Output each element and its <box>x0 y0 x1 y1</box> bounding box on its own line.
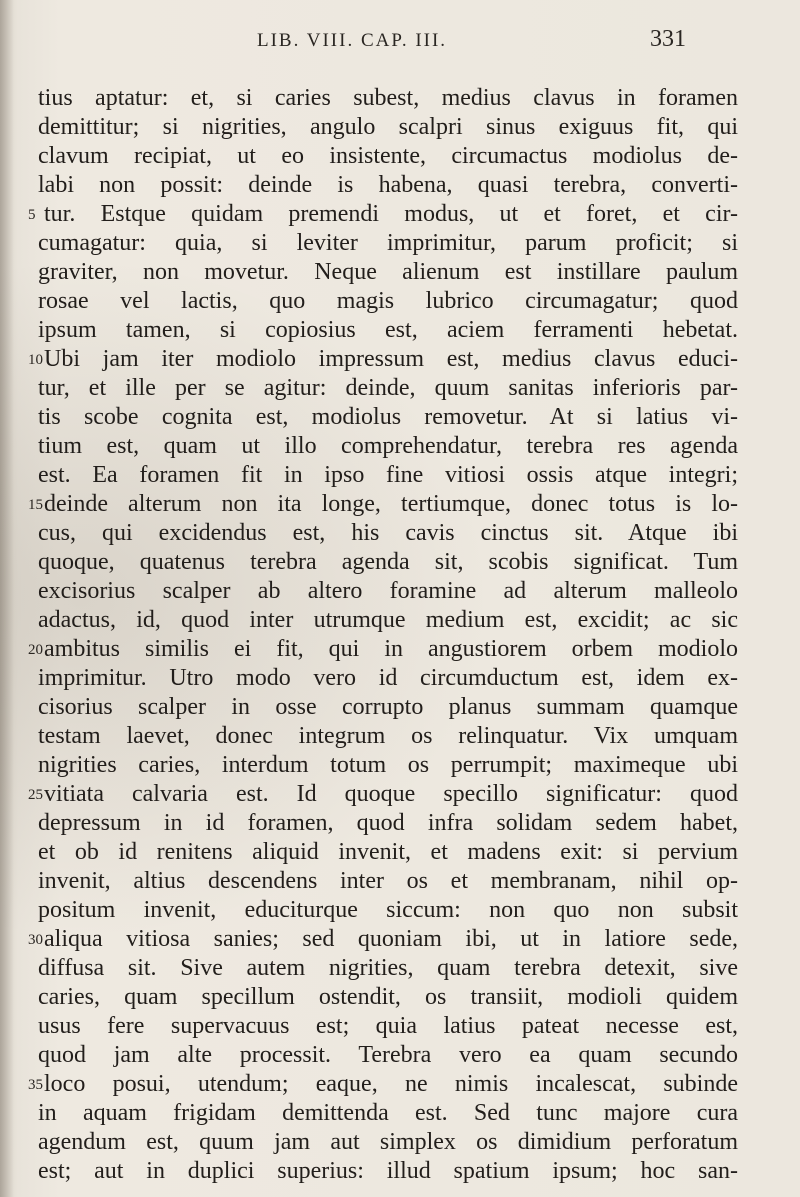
line-text: demittitur; si nigrities, angulo scalpri sinus exiguus fit, qui <box>38 114 738 140</box>
text-line <box>38 838 738 867</box>
text-line <box>28 490 738 519</box>
line-text: cisorius scalper in osse corrupto planus summam quamque <box>38 694 738 720</box>
text-line <box>38 142 738 171</box>
body-text <box>28 84 738 1186</box>
text-line <box>38 432 738 461</box>
text-line <box>38 1099 738 1128</box>
text-line <box>38 693 738 722</box>
line-number: 10 <box>28 352 43 368</box>
line-number: 20 <box>28 642 43 658</box>
line-text: deinde alterum non ita longe, tertiumque, donec totus is lo- <box>44 491 738 517</box>
text-line <box>28 1070 738 1099</box>
text-line <box>38 374 738 403</box>
text-line <box>38 1041 738 1070</box>
line-text: labi non possit: deinde is habena, quasi terebra, converti- <box>38 172 738 198</box>
line-text: quod jam alte processit. Terebra vero ea quam secundo <box>38 1042 738 1068</box>
text-line <box>38 954 738 983</box>
line-text: nigrities caries, interdum totum os perrumpit; maximeque ubi <box>38 752 738 778</box>
line-text: rosae vel lactis, quo magis lubrico circumagatur; quod <box>38 288 738 314</box>
text-line <box>28 925 738 954</box>
line-text: positum invenit, educiturque siccum: non quo non subsit <box>38 897 738 923</box>
text-line <box>38 84 738 113</box>
line-text: testam laevet, donec integrum os relinquatur. Vix umquam <box>38 723 738 749</box>
text-line <box>38 983 738 1012</box>
running-head: LIB. VIII. CAP. III. <box>257 30 448 51</box>
line-text: graviter, non movetur. Neque alienum est instillare paulum <box>38 259 738 285</box>
text-line <box>28 780 738 809</box>
text-line <box>38 403 738 432</box>
text-line <box>28 345 738 374</box>
line-number: 35 <box>28 1077 43 1093</box>
line-text: loco posui, utendum; eaque, ne nimis incalescat, subinde <box>44 1071 738 1097</box>
line-text: tium est, quam ut illo comprehendatur, terebra res agenda <box>38 433 738 459</box>
text-line <box>38 548 738 577</box>
text-line <box>38 171 738 200</box>
text-line <box>38 113 738 142</box>
line-text: aliqua vitiosa sanies; sed quoniam ibi, ut in latiore sede, <box>44 926 738 952</box>
line-text: adactus, id, quod inter utrumque medium est, excidit; ac sic <box>38 607 738 633</box>
line-text: cus, qui excidendus est, his cavis cinctus sit. Atque ibi <box>38 520 738 546</box>
line-text: usus fere supervacuus est; quia latius pateat necesse est, <box>38 1013 738 1039</box>
line-text: clavum recipiat, ut eo insistente, circumactus modiolus de- <box>38 143 738 169</box>
gutter-shadow <box>0 0 14 1197</box>
line-text: tur, et ille per se agitur: deinde, quum sanitas inferioris par- <box>38 375 738 401</box>
line-text: ambitus similis ei fit, qui in angustiorem orbem modiolo <box>44 636 738 662</box>
line-number: 30 <box>28 932 43 948</box>
line-text: vitiata calvaria est. Id quoque specillo significatur: quod <box>44 781 738 807</box>
text-line <box>28 200 738 229</box>
text-line <box>38 664 738 693</box>
line-text: excisorius scalper ab altero foramine ad alterum malleolo <box>38 578 738 604</box>
line-text: Ubi jam iter modiolo impressum est, medius clavus educi- <box>44 346 738 372</box>
line-number: 25 <box>28 787 43 803</box>
line-text: tis scobe cognita est, modiolus removetur. At si latius vi- <box>38 404 738 430</box>
line-text: est. Ea foramen fit in ipso fine vitiosi ossis atque integri; <box>38 462 738 488</box>
page-number: 331 <box>650 26 686 52</box>
line-text: cumagatur: quia, si leviter imprimitur, parum proficit; si <box>38 230 738 256</box>
text-line <box>38 229 738 258</box>
text-line <box>38 606 738 635</box>
text-line <box>38 519 738 548</box>
line-text: quoque, quatenus terebra agenda sit, scobis significat. Tum <box>38 549 738 575</box>
text-line <box>38 809 738 838</box>
line-text: in aquam frigidam demittenda est. Sed tunc majore cura <box>38 1100 738 1126</box>
text-line <box>38 287 738 316</box>
line-text: depressum in id foramen, quod infra solidam sedem habet, <box>38 810 738 836</box>
line-text: est; aut in duplici superius: illud spatium ipsum; hoc san- <box>38 1158 738 1184</box>
line-text: invenit, altius descendens inter os et membranam, nihil op- <box>38 868 738 894</box>
line-text: ipsum tamen, si copiosius est, aciem ferramenti hebetat. <box>38 317 738 343</box>
line-text: caries, quam specillum ostendit, os transiit, modioli quidem <box>38 984 738 1010</box>
line-text: diffusa sit. Sive autem nigrities, quam terebra detexit, sive <box>38 955 738 981</box>
text-line <box>38 577 738 606</box>
text-line <box>38 1128 738 1157</box>
line-text: imprimitur. Utro modo vero id circumductum est, idem ex- <box>38 665 738 691</box>
text-line <box>38 1157 738 1186</box>
text-line <box>38 258 738 287</box>
line-number: 5 <box>28 207 36 223</box>
text-line <box>38 461 738 490</box>
text-line <box>38 751 738 780</box>
text-line <box>38 867 738 896</box>
text-line <box>28 635 738 664</box>
line-text: tius aptatur: et, si caries subest, medius clavus in foramen <box>38 85 738 111</box>
line-text: agendum est, quum jam aut simplex os dimidium perforatum <box>38 1129 738 1155</box>
line-text: tur. Estque quidam premendi modus, ut et foret, et cir- <box>44 201 738 227</box>
text-line <box>38 896 738 925</box>
text-line <box>38 316 738 345</box>
line-number: 15 <box>28 497 43 513</box>
line-text: et ob id renitens aliquid invenit, et madens exit: si pervium <box>38 839 738 865</box>
text-line <box>38 1012 738 1041</box>
text-line <box>38 722 738 751</box>
